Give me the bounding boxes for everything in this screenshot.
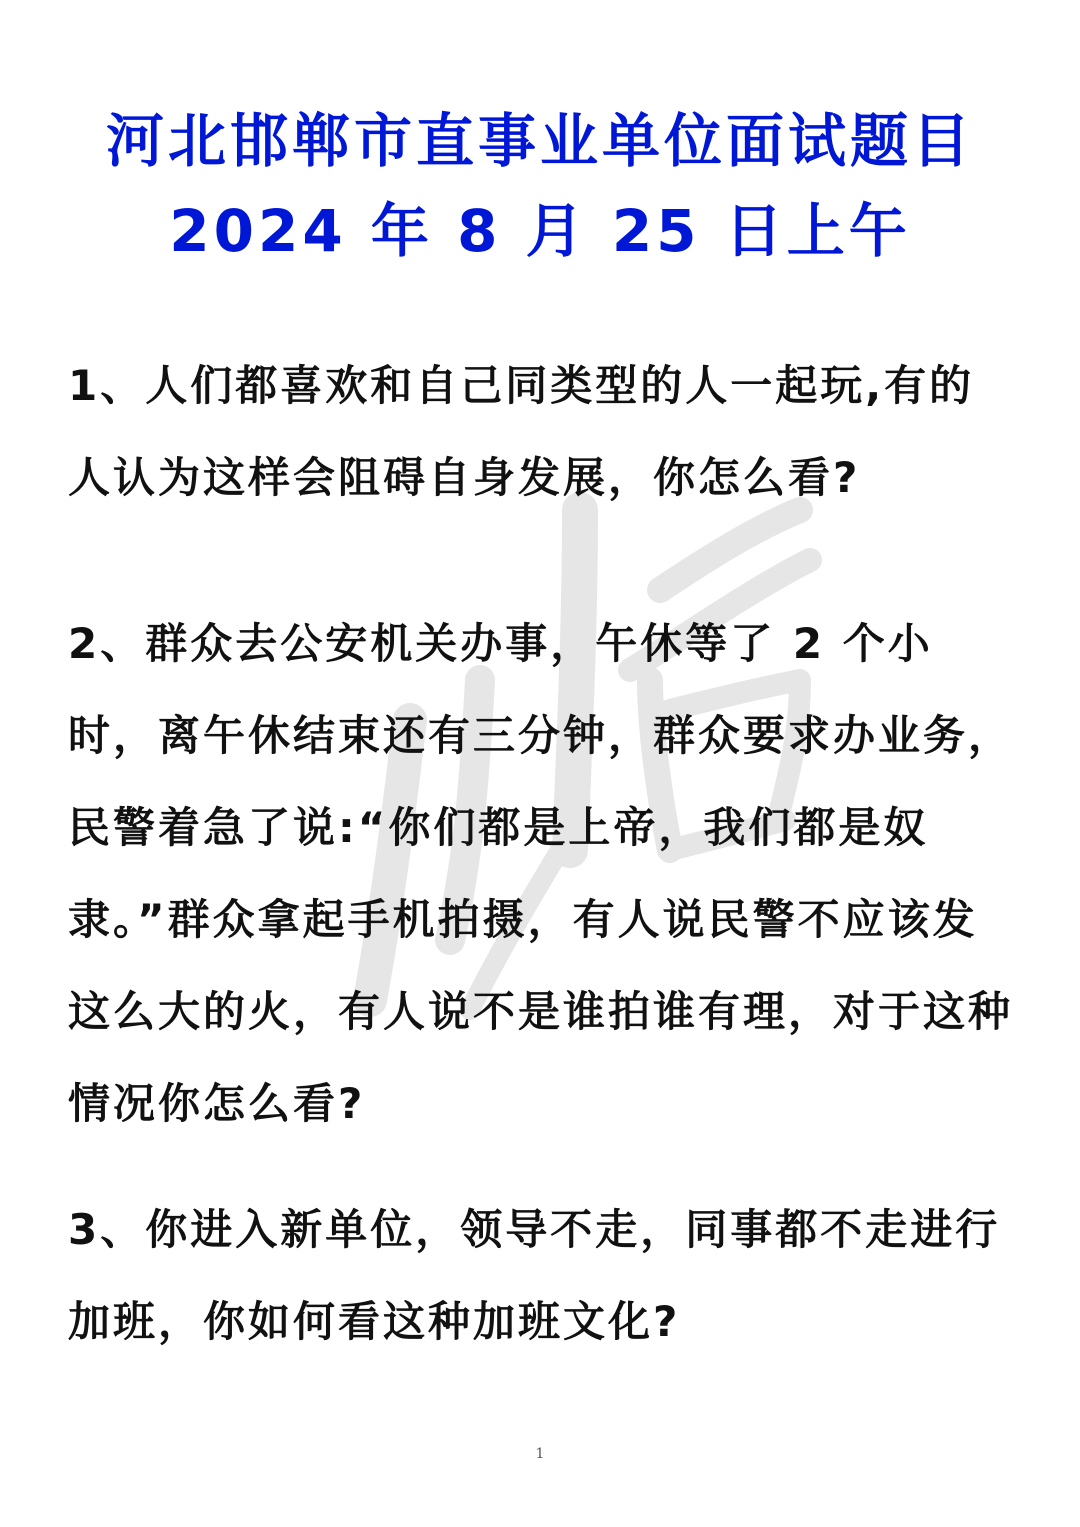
question-1: 1、人们都喜欢和自己同类型的人一起玩,有的人认为这样会阻碍自身发展，你怎么看?	[68, 361, 975, 502]
page-title	[0, 96, 1080, 276]
question-2: 2、群众去公安机关办事，午休等了 2 个小时，离午休结束还有三分钟，群众要求办业务，民警着急了说:“你们都是上帝，我们都是奴隶。”群众拿起手机拍摄，有人说民警不应该发这么大的火，有人说不是谁拍谁有理，对于这种情况你怎么看?	[68, 619, 1014, 1128]
title-line-2: 2024 年 8 月 25 日上午	[169, 197, 911, 265]
title-line-1: 河北邯郸市直事业单位面试题目	[105, 107, 974, 175]
question-3: 3、你进入新单位，领导不走，同事都不走进行加班，你如何看这种加班文化?	[68, 1205, 1001, 1346]
page-number: 1	[535, 1446, 545, 1462]
